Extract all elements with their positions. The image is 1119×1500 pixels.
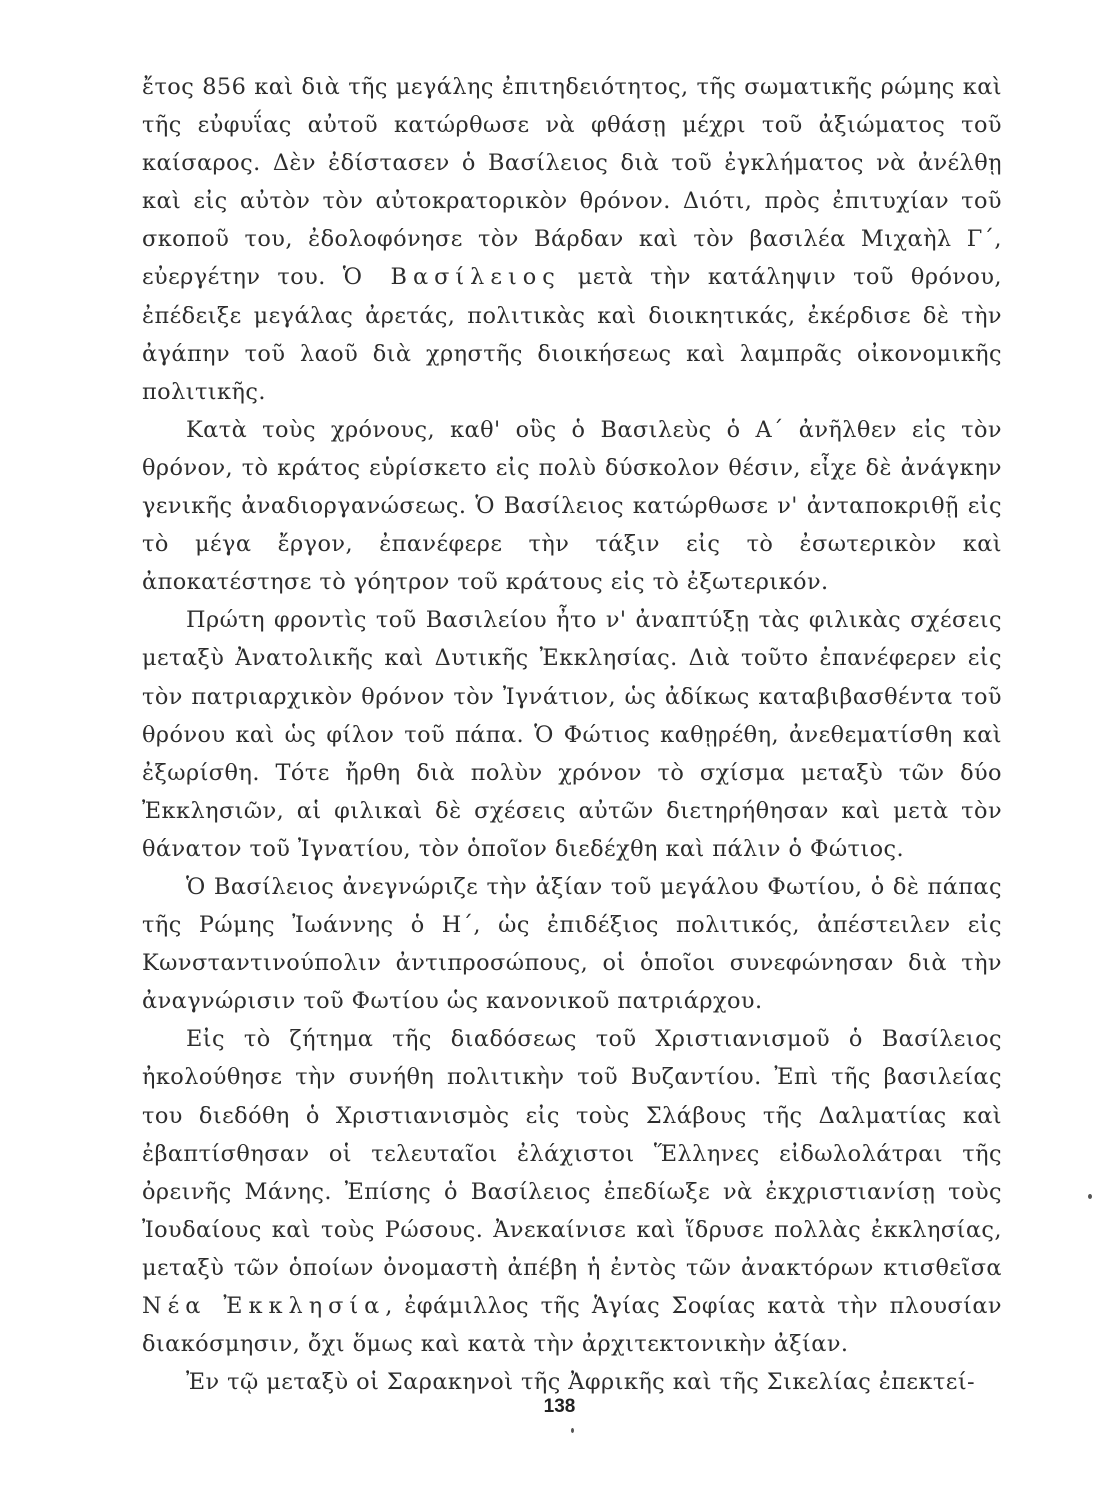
- paragraph: [142, 1020, 1002, 1363]
- text-run: Κατὰ τοὺς χρόνους, καθ' οὓς ὁ Βασιλεὺς ὁ Α΄ ἀνῆλθεν εἰς τὸν θρόνον, τὸ κράτος εὑρίσκετο εἰς πολὺ δύσκολον θέσιν, εἶχε δὲ ἀνάγκην γενικῆς ἀναδιοργανώσεως. Ὁ Βασίλειος κατώρθωσε ν' ἀνταποκριθῇ εἰς τὸ μέγα ἔργον, ἐπανέφερε τὴν τάξιν εἰς τὸ ἐσωτερικὸν καὶ ἀποκατέστησε τὸ γόητρον τοῦ κράτους εἰς τὸ ἐξωτερικόν.: [142, 416, 1002, 596]
- text-run: Ἐν τῷ μεταξὺ οἱ Σαρακηνοὶ τῆς Ἀφρικῆς καὶ τῆς Σικελίας ἐπεκτεί-: [186, 1369, 976, 1396]
- emphasized-name: Νέα Ἐκκλησία: [142, 1293, 386, 1319]
- text-run: Πρώτη φροντὶς τοῦ Βασιλείου ἦτο ν' ἀναπτύξῃ τὰς φιλικὰς σχέσεις μεταξὺ Ἀνατολικῆς καὶ Δυτικῆς Ἐκκλησίας. Διὰ τοῦτο ἐπανέφερεν εἰς τὸν πατριαρχικὸν θρόνον τὸν Ἰγνάτιον, ὡς ἀδίκως καταβιβασθέντα τοῦ θρόνου καὶ ὡς φίλον τοῦ πάπα. Ὁ Φώτιος καθῃρέθη, ἀνεθεματίσθη καὶ ἐξωρίσθη. Τότε ἤρθη διὰ πολὺν χρόνον τὸ σχίσμα μεταξὺ τῶν δύο Ἐκκλησιῶν, αἱ φιλικαὶ δὲ σχέσεις αὐτῶν διετηρήθησαν καὶ μετὰ τὸν θάνατον τοῦ Ἰγνατίου, τὸν ὁποῖον διεδέχθη καὶ πάλιν ὁ Φώτιος.: [142, 607, 1002, 862]
- paragraph: [142, 68, 1002, 411]
- text-run: Ὁ Βασίλειος ἀνεγνώριζε τὴν ἀξίαν τοῦ μεγάλου Φωτίου, ὁ δὲ πάπας τῆς Ρώμης Ἰωάννης ὁ Η΄, ὡς ἐπιδέξιος πολιτικός, ἀπέστειλεν εἰς Κωνσταντινούπολιν ἀντιπροσώπους, οἱ ὁποῖοι συνεφώνησαν διὰ τὴν ἀναγνώρισιν τοῦ Φωτίου ὡς κανονικοῦ πατριάρχου.: [142, 873, 1002, 1015]
- print-speck: [571, 1428, 574, 1433]
- page-number: 138: [543, 1396, 576, 1417]
- print-speck: [1088, 1194, 1092, 1199]
- text-run: ἔτος 856 καὶ διὰ τῆς μεγάλης ἐπιτηδειότητος, τῆς σωματικῆς ρώμης καὶ τῆς εὐφυΐας αὐτοῦ κατώρθωσε νὰ φθάσῃ μέχρι τοῦ ἀξιώματος τοῦ καίσαρος. Δὲν ἐδίστασεν ὁ Βασίλειος διὰ τοῦ ἐγκλήματος νὰ ἀνέλθῃ καὶ εἰς αὐτὸν τὸν αὐτοκρατορικὸν θρόνον. Διότι, πρὸς ἐπιτυχίαν τοῦ σκοποῦ του, ἐδολοφόνησε τὸν Βάρδαν καὶ τὸν βασιλέα Μιχαὴλ Γ΄, εὐεργέτην του.: [142, 74, 1002, 291]
- paragraph: [142, 601, 1002, 868]
- text-run: μετὰ τὴν κατάληψιν τοῦ θρόνου, ἐπέδειξε μεγάλας ἀρετάς, πολιτικὰς καὶ διοικητικάς, ἐκέρδισε δὲ τὴν ἀγάπην τοῦ λαοῦ διὰ χρηστῆς διοικήσεως καὶ λαμπρᾶς οἰκονομικῆς πολιτικῆς.: [142, 264, 1002, 405]
- text-run: , ἐφάμιλλος τῆς Ἁγίας Σοφίας κατὰ τὴν πλουσίαν διακόσμησιν, ὄχι ὅμως καὶ κατὰ τὴν ἀρχιτεκτονικὴν ἀξίαν.: [142, 1293, 1002, 1358]
- paragraph: [142, 411, 1002, 601]
- paragraph: [142, 868, 1002, 1020]
- text-run: Εἰς τὸ ζήτημα τῆς διαδόσεως τοῦ Χριστιανισμοῦ ὁ Βασίλειος ἠκολούθησε τὴν συνήθη πολιτικὴν τοῦ Βυζαντίου. Ἐπὶ τῆς βασιλείας του διεδόθη ὁ Χριστιανισμὸς εἰς τοὺς Σλάβους τῆς Δαλματίας καὶ ἐβαπτίσθησαν οἱ τελευταῖοι ἐλάχιστοι Ἕλληνες εἰδωλολάτραι τῆς ὀρεινῆς Μάνης. Ἐπίσης ὁ Βασίλειος ἐπεδίωξε νὰ ἐκχριστιανίσῃ τοὺς Ἰουδαίους καὶ τοὺς Ρώσους. Ἀνεκαίνισε καὶ ἵδρυσε πολλὰς ἐκκλησίας, μεταξὺ τῶν ὁποίων ὀνομαστὴ ἀπέβη ἡ ἐντὸς τῶν ἀνακτόρων κτισθεῖσα: [142, 1026, 1002, 1281]
- body-text: [142, 68, 1002, 1401]
- emphasized-name: Ὁ Βασίλειος: [342, 264, 561, 291]
